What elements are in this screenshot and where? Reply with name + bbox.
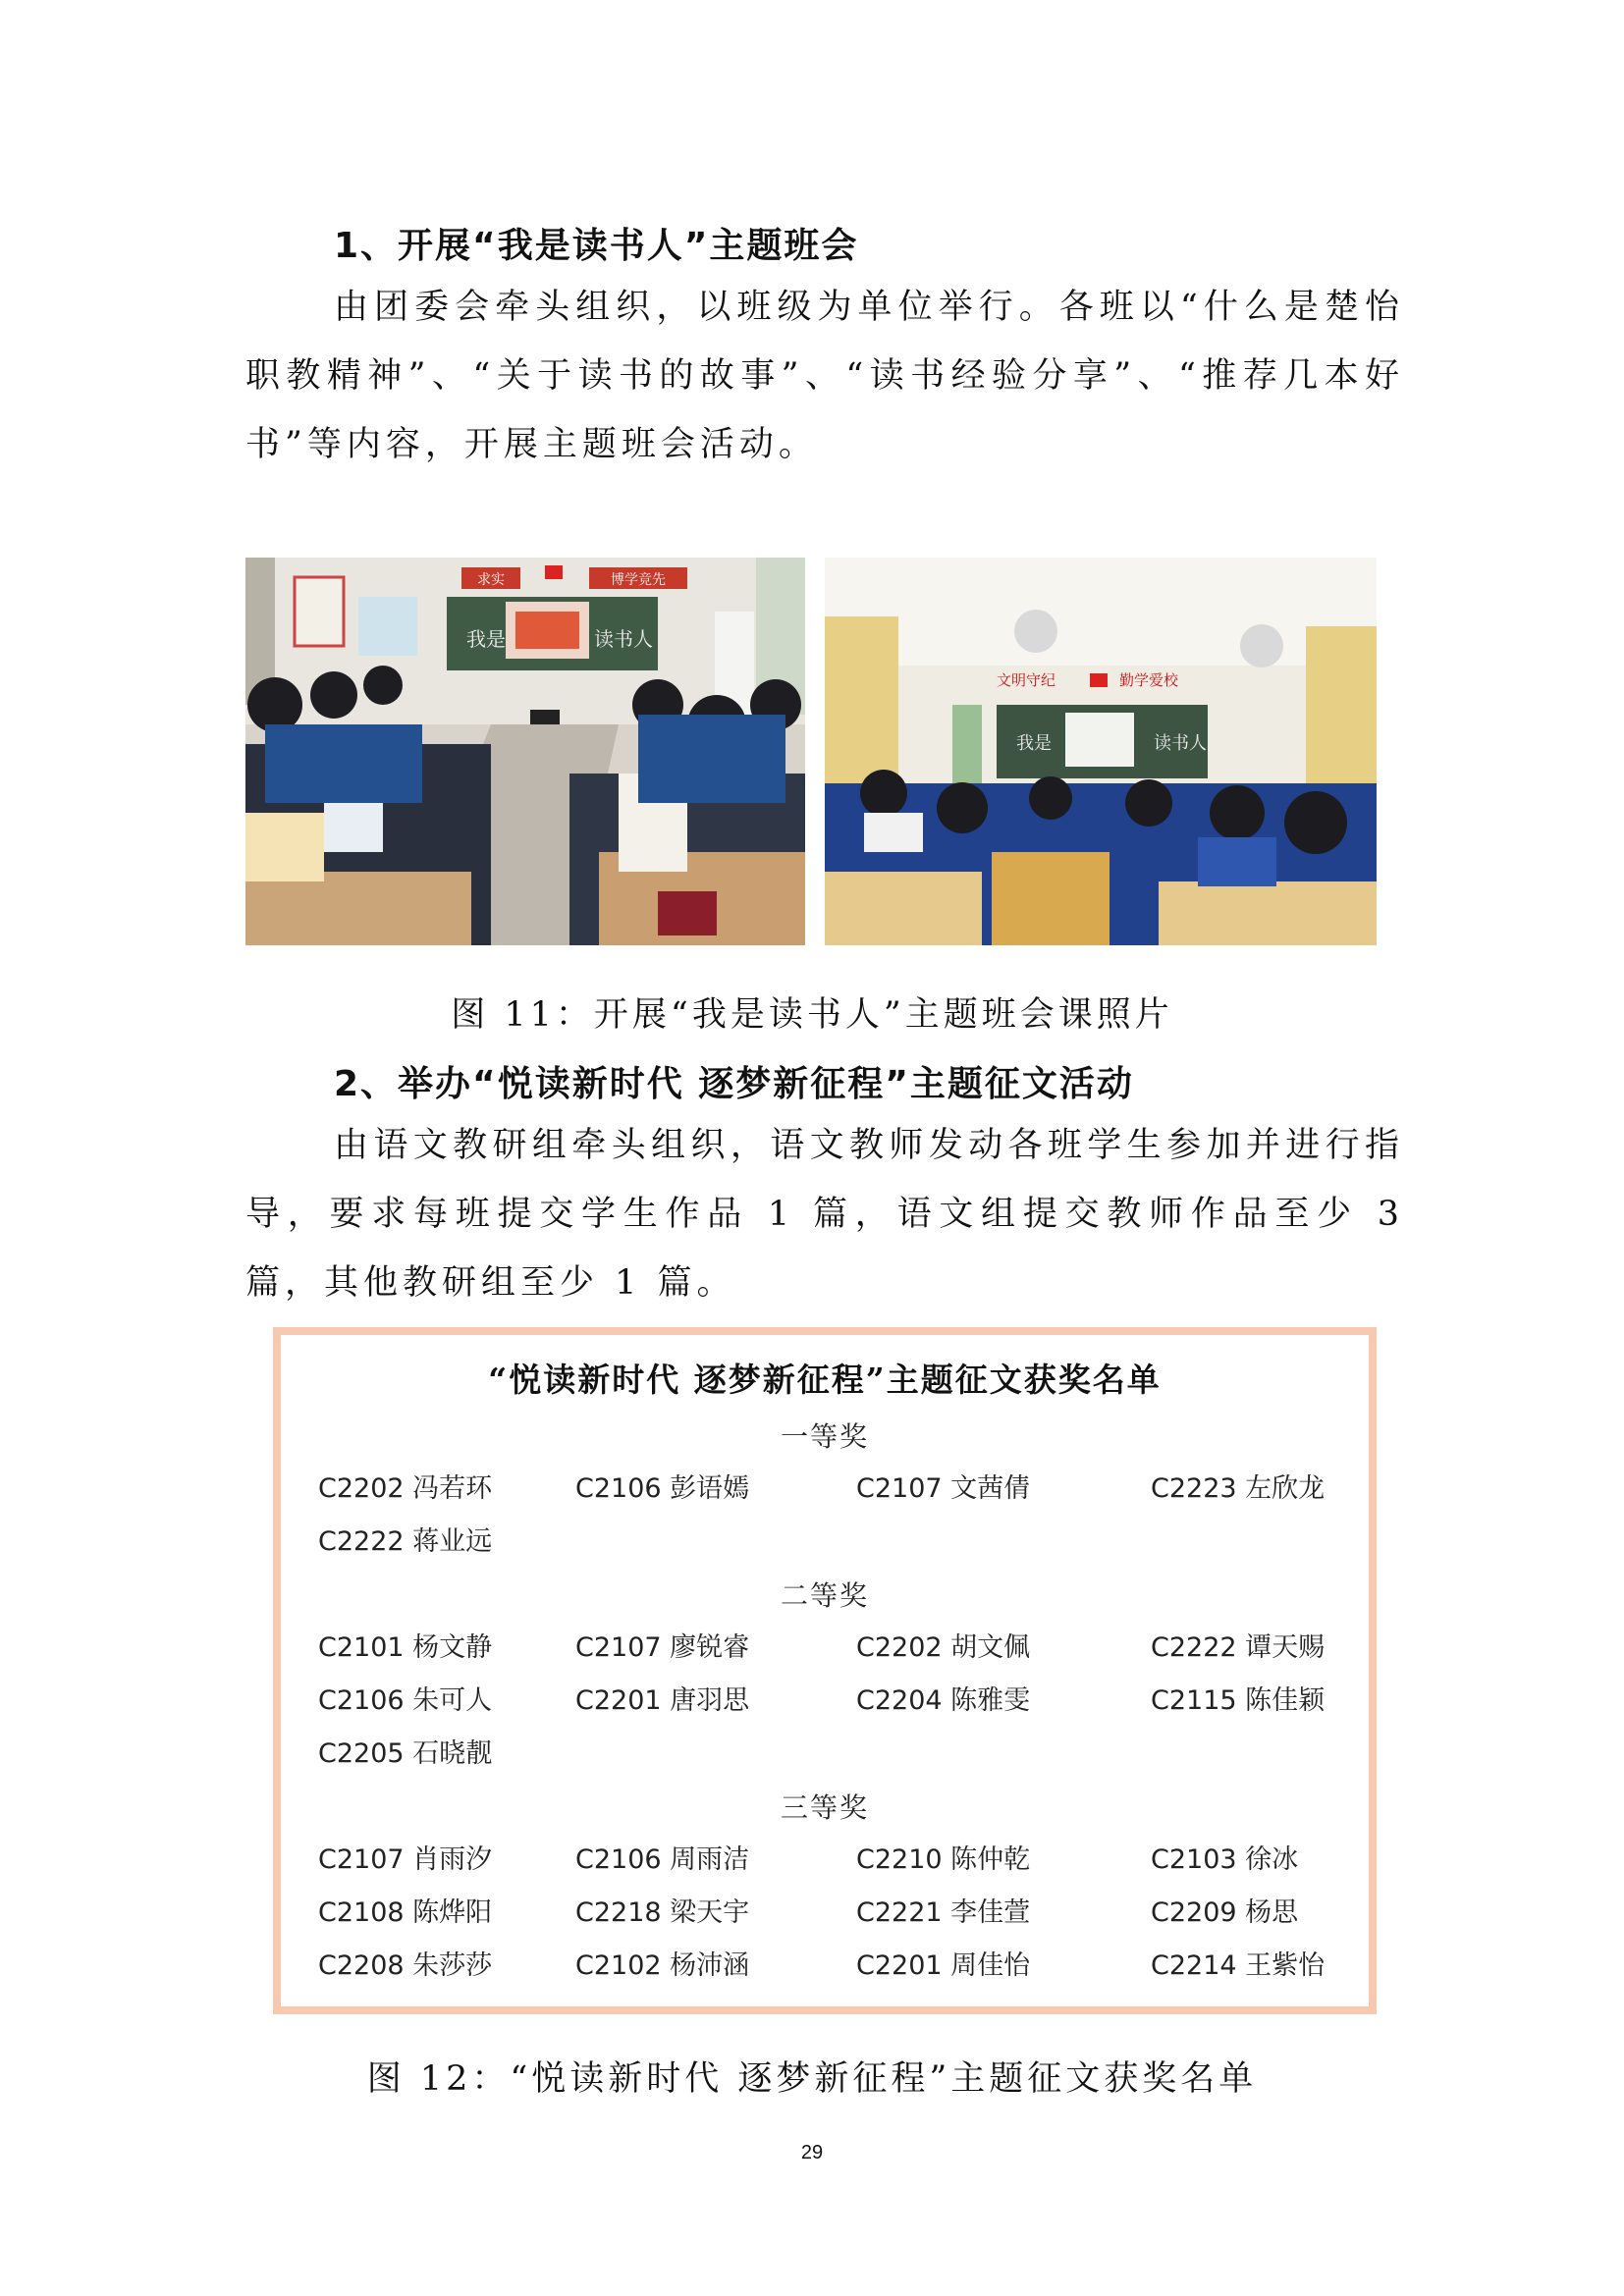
tier-label-first: 一等奖: [780, 1420, 869, 1453]
table-row: [318, 1467, 1359, 1520]
figure11-caption: 图 11：开展“我是读书人”主题班会课照片: [451, 995, 1173, 1035]
figure12-caption: 图 12：“悦读新时代 逐梦新征程”主题征文获奖名单: [366, 2059, 1258, 2099]
table-row: [318, 1838, 1359, 1891]
photo1-board-right: 读书人: [594, 627, 653, 651]
winner-name: C2218 梁天宇: [575, 1897, 750, 1928]
tier-label-second: 二等奖: [780, 1579, 869, 1612]
photo2-board-left: 我是: [1016, 733, 1052, 754]
section1-heading: 1、开展“我是读书人”主题班会: [334, 226, 859, 266]
tier-first-list: [318, 1467, 1359, 1573]
winner-name: C2222 谭天赐: [1151, 1632, 1326, 1663]
tier-label-third: 三等奖: [780, 1791, 869, 1824]
tier-second-list: [318, 1626, 1359, 1785]
winner-name: C2208 朱莎莎: [318, 1950, 493, 1981]
table-row: [318, 1732, 1359, 1785]
photo1-banner-right: 博学竞先: [611, 572, 666, 588]
winner-name: C2214 王紫怡: [1151, 1950, 1326, 1981]
photo1-board-left: 我是: [466, 627, 506, 651]
winner-name: C2106 周雨洁: [575, 1844, 750, 1875]
winner-name: C2101 杨文静: [318, 1632, 493, 1663]
class-meeting-photo-right: [825, 558, 1377, 945]
winner-name: C2102 杨沛涵: [575, 1950, 750, 1981]
winner-name: C2106 彭语嫣: [575, 1473, 750, 1504]
winner-name: C2107 文茜倩: [856, 1473, 1031, 1504]
section1-paragraph: 由团委会牵头组织，以班级为单位举行。各班以“什么是楚怡职教精神”、“关于读书的故事”、“读书经验分享”、“推荐几本好书”等内容，开展主题班会活动。: [245, 288, 1404, 464]
class-meeting-photo-left: [245, 558, 805, 945]
winner-name: C2103 徐冰: [1151, 1844, 1299, 1875]
photo1-banner-left: 求实: [477, 572, 505, 588]
winner-name: C2222 蒋业远: [318, 1526, 493, 1557]
photo2-board-right: 读书人: [1154, 733, 1207, 754]
photo2-banner-right: 勤学爱校: [1119, 671, 1179, 689]
table-row: [318, 1626, 1359, 1679]
winner-name: C2204 陈雅雯: [856, 1685, 1031, 1716]
winner-name: C2108 陈烨阳: [318, 1897, 493, 1928]
award-list-title: “悦读新时代 逐梦新征程”主题征文获奖名单: [488, 1361, 1162, 1399]
photo2-banner-left: 文明守纪: [997, 671, 1056, 689]
winner-name: C2201 唐羽思: [575, 1685, 750, 1716]
winner-name: C2221 李佳萱: [856, 1897, 1031, 1928]
table-row: [318, 1944, 1359, 1997]
winner-name: C2201 周佳怡: [856, 1950, 1031, 1981]
section2-paragraph: 由语文教研组牵头组织，语文教师发动各班学生参加并进行指导，要求每班提交学生作品 1 篇，语文组提交教师作品至少 3 篇，其他教研组至少 1 篇。: [245, 1126, 1404, 1303]
award-list-panel: [273, 1327, 1377, 2014]
winner-name: C2107 肖雨汐: [318, 1844, 493, 1875]
page-number: 29: [800, 2142, 824, 2163]
table-row: [318, 1520, 1359, 1573]
winner-name: C2115 陈佳颖: [1151, 1685, 1326, 1716]
winner-name: C2106 朱可人: [318, 1685, 493, 1716]
table-row: [318, 1891, 1359, 1944]
winner-name: C2223 左欣龙: [1151, 1473, 1326, 1504]
winner-name: C2205 石晓靓: [318, 1738, 493, 1769]
winner-name: C2210 陈仲乾: [856, 1844, 1031, 1875]
winner-name: C2209 杨思: [1151, 1897, 1299, 1928]
section2-heading: 2、举办“悦读新时代 逐梦新征程”主题征文活动: [334, 1064, 1134, 1104]
winner-name: C2202 冯若环: [318, 1473, 493, 1504]
winner-name: C2202 胡文佩: [856, 1632, 1031, 1663]
table-row: [318, 1679, 1359, 1732]
tier-third-list: [318, 1838, 1359, 1997]
winner-name: C2107 廖锐睿: [575, 1632, 750, 1663]
